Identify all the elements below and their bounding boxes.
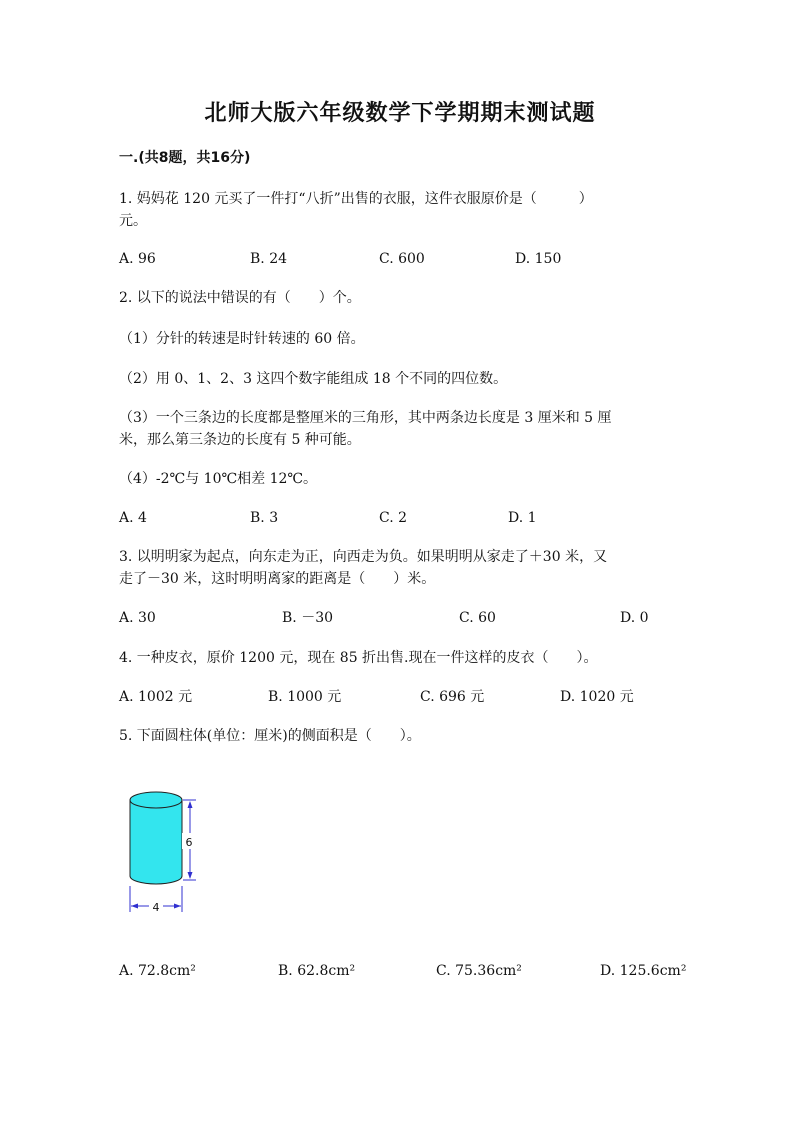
question-3-option-c[interactable]: C. 60 (459, 610, 496, 626)
question-2-statement-1: （1）分针的转速是时针转速的 60 倍。 (119, 331, 365, 347)
question-4-option-b[interactable]: B. 1000 元 (268, 689, 342, 705)
question-1-option-b[interactable]: B. 24 (250, 251, 288, 267)
question-4-stem: 4. 一种皮衣，原价 1200 元，现在 85 折出售.现在一件这样的皮衣（ ）。 (119, 650, 598, 666)
question-5-option-b[interactable]: B. 62.8cm² (278, 963, 356, 979)
height-arrow-down (188, 872, 193, 879)
question-3-option-d[interactable]: D. 0 (620, 610, 649, 626)
page-title: 北师大版六年级数学下学期期末测试题 (204, 101, 596, 126)
diameter-arrow-right (174, 904, 181, 909)
question-5-option-d[interactable]: D. 125.6cm² (600, 963, 687, 979)
question-3-option-b[interactable]: B. －30 (282, 610, 334, 626)
question-2-statement-2: （2）用 0、1、2、3 这四个数字能组成 18 个不同的四位数。 (119, 371, 508, 387)
question-5-option-a[interactable]: A. 72.8cm² (119, 963, 196, 979)
question-2-option-c[interactable]: C. 2 (379, 510, 408, 526)
question-3-line-1: 3. 以明明家为起点，向东走为正，向西走为负。如果明明从家走了＋30 米，又 (119, 549, 608, 565)
question-4-option-a[interactable]: A. 1002 元 (119, 689, 193, 705)
question-1-line-2: 元。 (119, 213, 147, 229)
question-2-option-d[interactable]: D. 1 (508, 510, 537, 526)
question-3-option-a[interactable]: A. 30 (119, 610, 156, 626)
section-heading: 一.(共8题，共16分) (119, 150, 251, 166)
question-4-option-c[interactable]: C. 696 元 (420, 689, 485, 705)
question-2-option-a[interactable]: A. 4 (119, 510, 147, 526)
cylinder-top (130, 792, 182, 808)
cylinder-body (130, 800, 182, 884)
question-2-statement-4: （4）-2℃与 10℃相差 12℃。 (119, 471, 318, 487)
question-2-statement-3-line-2: 米，那么第三条边的长度有 5 种可能。 (119, 432, 361, 448)
question-1-line-1: 1. 妈妈花 120 元买了一件打“八折”出售的衣服，这件衣服原价是（ ） (119, 191, 593, 207)
question-4-option-d[interactable]: D. 1020 元 (560, 689, 634, 705)
diameter-label: 4 (152, 901, 160, 914)
question-1-option-d[interactable]: D. 150 (515, 251, 562, 267)
question-5-option-c[interactable]: C. 75.36cm² (436, 963, 522, 979)
question-2-option-b[interactable]: B. 3 (250, 510, 279, 526)
question-3-line-2: 走了－30 米，这时明明离家的距离是（ ）米。 (119, 571, 436, 587)
cylinder-figure (120, 778, 210, 918)
question-5-stem: 5. 下面圆柱体(单位：厘米)的侧面积是（ ）。 (119, 728, 421, 744)
question-2-stem: 2. 以下的说法中错误的有（ ）个。 (119, 290, 361, 306)
diameter-arrow-left (131, 904, 138, 909)
question-2-statement-3-line-1: （3）一个三条边的长度都是整厘米的三角形，其中两条边长度是 3 厘米和 5 厘 (119, 410, 612, 426)
question-1-option-a[interactable]: A. 96 (119, 251, 156, 267)
question-1-option-c[interactable]: C. 600 (379, 251, 425, 267)
height-arrow-up (188, 801, 193, 808)
height-label: 6 (185, 836, 193, 849)
